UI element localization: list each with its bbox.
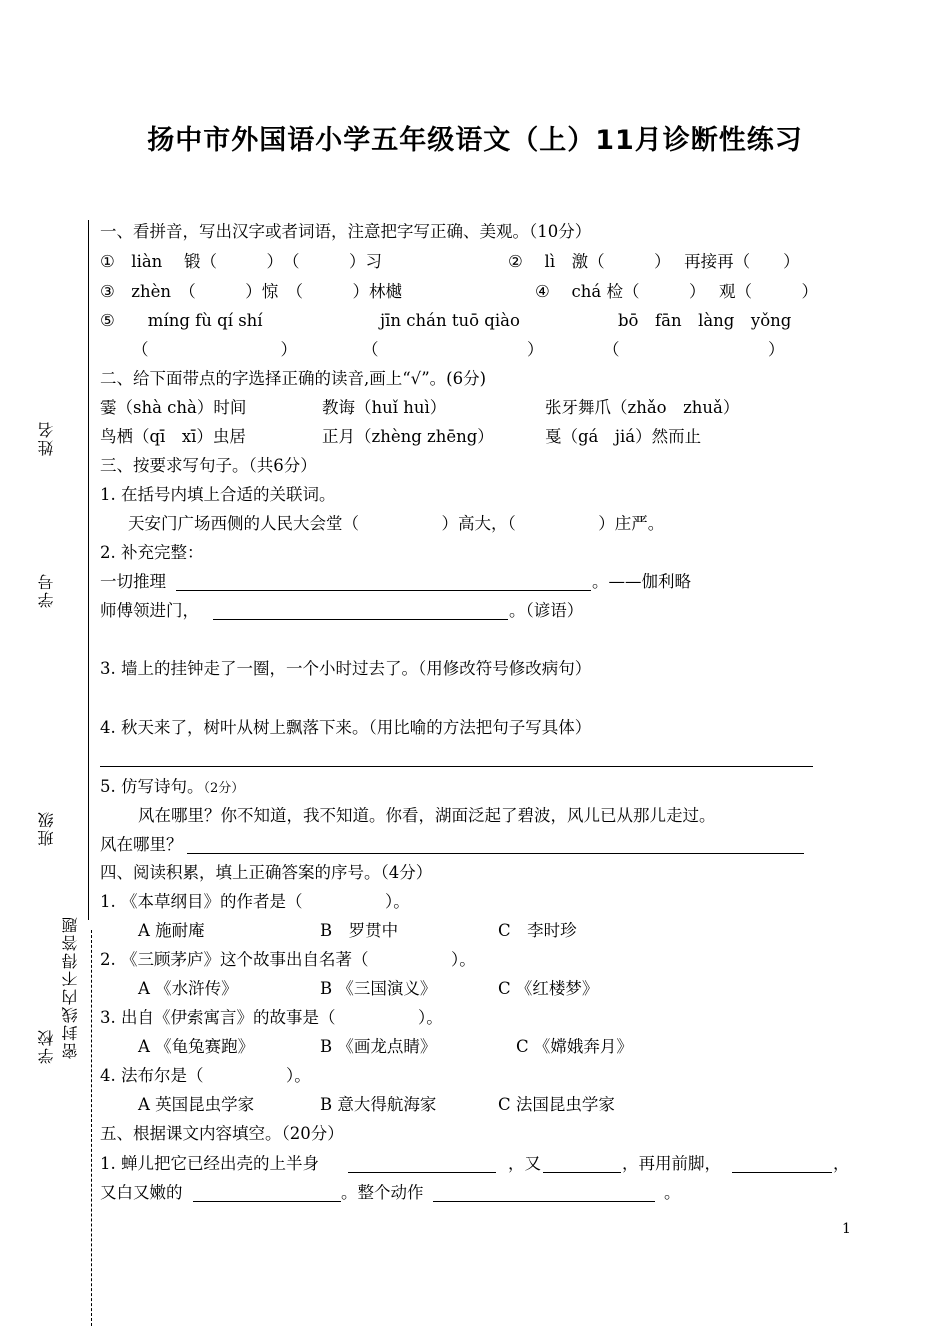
sentence-q4: 4. 秋天来了，树叶从树上飘落下来。（用比喻的方法把句子写具体） xyxy=(100,718,592,737)
binding-line xyxy=(88,220,89,920)
sentence-q1: 1. 在括号内填上合适的关联词。 xyxy=(100,485,336,504)
student-number-label: 学号 xyxy=(37,572,56,608)
section-2-heading: 二、给下面带点的字选择正确的读音,画上“√”。(6分) xyxy=(100,369,487,388)
class-label: 班级 xyxy=(37,810,56,846)
fill-line-2-part-2: 。整个动作 xyxy=(341,1183,424,1202)
pinyin-item-1: ① liàn 锻（ ） （ ）习 xyxy=(100,252,383,271)
fill-blank-1[interactable] xyxy=(348,1172,496,1173)
sentence-q3: 3. 墙上的挂钟走了一圈，一个小时过去了。（用修改符号修改病句） xyxy=(100,659,592,678)
fill-blank-4[interactable] xyxy=(193,1201,341,1202)
fill-blank-2[interactable] xyxy=(543,1172,621,1173)
mc-question-3: 3. 出自《伊索寓言》的故事是（ ）。 xyxy=(100,1008,443,1027)
mc-q3-option-a[interactable]: A 《龟兔赛跑》 xyxy=(138,1037,255,1056)
fill-blank-3[interactable] xyxy=(732,1172,832,1173)
mc-q3-option-b[interactable]: B 《画龙点睛》 xyxy=(320,1037,437,1056)
sentence-q2: 2. 补充完整： xyxy=(100,543,204,562)
seal-warning-label: 密封线内不得答题 xyxy=(61,915,80,1059)
reading-item-3[interactable]: 张牙舞爪（zhǎo zhuǎ） xyxy=(545,398,740,417)
mc-q2-option-a[interactable]: A 《水浒传》 xyxy=(138,979,238,998)
mc-q1-option-a[interactable]: A 施耐庵 xyxy=(138,921,205,940)
mc-q4-option-c[interactable]: C 法国昆虫学家 xyxy=(498,1095,615,1114)
sentence-q4-answer-line[interactable] xyxy=(100,766,813,767)
poem-prompt: 风在哪里？ xyxy=(100,835,183,854)
sentence-q1-text[interactable]: 天安门广场西侧的人民大会堂（ ）高大，（ ）庄严。 xyxy=(128,514,665,533)
reading-item-6[interactable]: 戛（gá jiá）然而止 xyxy=(545,427,702,446)
quote-1-end: 。——伽利略 xyxy=(592,572,691,591)
section-3-heading: 三、按要求写句子。（共6分） xyxy=(100,456,317,475)
sentence-q5-score: （2分） xyxy=(203,781,245,796)
seal-dashed-line xyxy=(91,930,92,1326)
pinyin-item-2: ② lì 激（ ） 再接再（ ） xyxy=(508,252,800,271)
mc-question-2: 2. 《三顾茅庐》这个故事出自名著（ ）。 xyxy=(100,950,476,969)
section-4-heading: 四、阅读积累，填上正确答案的序号。（4分） xyxy=(100,863,433,882)
answer-blank-3[interactable]: （ ） xyxy=(603,340,785,359)
reading-item-1[interactable]: 霎（shà chà）时间 xyxy=(100,398,247,417)
reading-item-5[interactable]: 正月（zhèng zhēng） xyxy=(322,427,494,446)
answer-blank-2[interactable]: （ ） xyxy=(362,340,544,359)
quote-2-blank[interactable] xyxy=(213,619,508,620)
fill-line-2-part-1: 又白又嫩的 xyxy=(100,1183,183,1202)
pinyin-item-4: ④ chá 检（ ） 观（ ） xyxy=(535,282,818,301)
reading-item-4[interactable]: 鸟栖（qī xī）虫居 xyxy=(100,427,246,446)
fill-line-1-part-2: ，又 xyxy=(508,1154,541,1173)
quote-2-end: 。（谚语） xyxy=(509,601,584,620)
quote-1-start: 一切推理 xyxy=(100,572,166,591)
pinyin-item-5c: bō fān làng yǒng xyxy=(618,311,792,330)
poem-answer-line[interactable] xyxy=(187,853,804,854)
mc-question-1: 1. 《本草纲目》的作者是（ ）。 xyxy=(100,892,410,911)
fill-line-1-part-3: ，再用前脚， xyxy=(622,1154,721,1173)
sentence-q5-label: 5. 仿写诗句。 xyxy=(100,777,204,796)
sentence-q5 xyxy=(100,776,244,800)
page-title: 扬中市外国语小学五年级语文（上）11月诊断性练习 xyxy=(147,125,803,156)
pinyin-item-3: ③ zhèn （ ）惊 （ ）林樾 xyxy=(100,282,403,301)
section-5-heading: 五、根据课文内容填空。（20分） xyxy=(100,1124,344,1143)
fill-blank-5[interactable] xyxy=(433,1201,655,1202)
answer-blank-1[interactable]: （ ） xyxy=(132,340,297,359)
quote-2-start: 师傅领进门， xyxy=(100,601,199,620)
mc-q1-option-c[interactable]: C 李时珍 xyxy=(498,921,577,940)
pinyin-item-5b: jīn chán tuō qiào xyxy=(380,311,520,330)
pinyin-item-5: ⑤ míng fù qí shí xyxy=(100,311,263,330)
mc-q1-option-b[interactable]: B 罗贯中 xyxy=(320,921,399,940)
name-label: 姓名 xyxy=(37,420,56,456)
fill-line-1-part-4: ， xyxy=(833,1154,850,1173)
mc-q4-option-b[interactable]: B 意大得航海家 xyxy=(320,1095,437,1114)
school-label: 学校 xyxy=(37,1028,56,1064)
mc-q4-option-a[interactable]: A 英国昆虫学家 xyxy=(138,1095,255,1114)
reading-item-2[interactable]: 教诲（huǐ huì） xyxy=(322,398,447,417)
page-number: 1 xyxy=(842,1221,851,1237)
poem-example: 风在哪里？你不知道，我不知道。你看，湖面泛起了碧波，风儿已从那儿走过。 xyxy=(138,806,716,825)
section-1-heading: 一、看拼音，写出汉字或者词语，注意把字写正确、美观。（10分） xyxy=(100,222,592,241)
mc-q2-option-b[interactable]: B 《三国演义》 xyxy=(320,979,437,998)
mc-question-4: 4. 法布尔是（ ）。 xyxy=(100,1066,311,1085)
quote-1-blank[interactable] xyxy=(176,590,591,591)
mc-q3-option-c[interactable]: C 《嫦娥奔月》 xyxy=(516,1037,633,1056)
fill-line-2-part-3: 。 xyxy=(664,1183,681,1202)
mc-q2-option-c[interactable]: C 《红楼梦》 xyxy=(498,979,599,998)
fill-line-1-part-1: 1. 蝉儿把它已经出壳的上半身 xyxy=(100,1154,319,1173)
